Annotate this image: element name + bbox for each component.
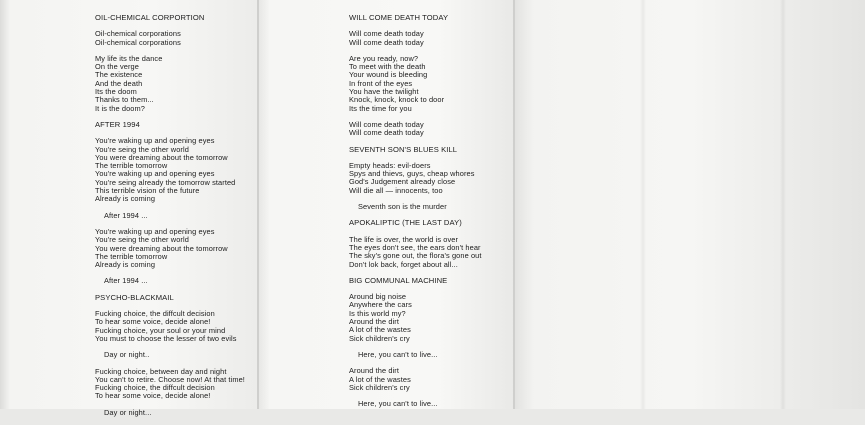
lyric-line: You're waking up and opening eyes bbox=[95, 169, 215, 179]
song-title: OIL-CHEMICAL CORPORTION bbox=[95, 13, 205, 22]
song-title: BIG COMMUNAL MACHINE bbox=[349, 275, 448, 285]
lyric-line: Already is coming bbox=[95, 194, 156, 204]
verse-block bbox=[95, 310, 257, 343]
verse-block bbox=[95, 30, 257, 47]
lyric-line: Fucking choice, your soul or your mind bbox=[95, 325, 226, 335]
lyric-line: Empty heads: evil-doers bbox=[349, 160, 431, 170]
lyric-line: Fucking choice, the diffcult decision bbox=[95, 309, 215, 319]
song-title: AFTER 1994 bbox=[95, 119, 140, 129]
lyric-line: Will come death today bbox=[349, 119, 424, 129]
crease-shadow-2 bbox=[780, 0, 786, 409]
lyric-line: The terrible tomorrow bbox=[95, 161, 168, 171]
lyric-line: Knock, knock, knock to door bbox=[349, 95, 445, 105]
refrain-block bbox=[95, 277, 257, 285]
lyric-line: And the death bbox=[95, 78, 143, 88]
lyric-line: Spys and thievs, guys, cheap whores bbox=[349, 169, 475, 179]
blank-page bbox=[514, 0, 865, 409]
lyric-line: Are you ready, now? bbox=[349, 53, 419, 63]
lyric-line: Your wound is bleeding bbox=[349, 70, 428, 80]
lyric-line: After 1994 ... bbox=[104, 210, 148, 220]
lyric-line: Don't lok back, forget about all... bbox=[349, 259, 458, 269]
lyric-line: Its the time for you bbox=[349, 103, 412, 113]
lyric-line: Its the doom bbox=[95, 87, 137, 97]
lyric-line: Oil-chemical corporations bbox=[95, 29, 181, 39]
lyric-line: You were dreaming about the tomorrow bbox=[95, 243, 228, 253]
lyric-line: The sky's gone out, the flora's gone out bbox=[349, 251, 482, 261]
verse-block bbox=[349, 367, 509, 392]
refrain-block bbox=[95, 212, 257, 220]
lyric-line: This terrible vision of the future bbox=[95, 186, 200, 196]
lyric-line: Around big noise bbox=[349, 292, 407, 302]
lyric-line: You're waking up and opening eyes bbox=[95, 226, 215, 236]
refrain-block bbox=[349, 351, 509, 359]
lyric-line: Day or night.. bbox=[104, 350, 150, 360]
lyric-line: A lot of the wastes bbox=[349, 325, 411, 335]
lyric-line: God's Judgement already close bbox=[349, 177, 456, 187]
lyric-line: The life is over, the world is over bbox=[349, 234, 459, 244]
verse-block bbox=[349, 55, 509, 113]
lyric-line: After 1994 ... bbox=[104, 276, 148, 286]
lyric-line: Thanks to them... bbox=[95, 95, 154, 105]
lyric-line: Fucking choice, the diffcult decision bbox=[95, 383, 215, 393]
verse-block bbox=[349, 236, 509, 269]
lyric-line: To hear some voice, decide alone! bbox=[95, 391, 211, 401]
lyric-line: You must to choose the lesser of two evils bbox=[95, 333, 237, 343]
lyric-line: Will come death today bbox=[349, 29, 424, 39]
verse-block bbox=[95, 137, 257, 203]
lyric-line: You're seing already the tomorrow started bbox=[95, 177, 236, 187]
refrain-block bbox=[95, 351, 257, 359]
lyric-line: To hear some voice, decide alone! bbox=[95, 317, 211, 327]
lyric-line: My life its the dance bbox=[95, 53, 163, 63]
verse-block bbox=[95, 228, 257, 269]
lyric-line: The eyes don't see, the ears don't hear bbox=[349, 242, 481, 252]
lyrics-column-middle bbox=[349, 14, 509, 416]
lyric-line: Will come death today bbox=[349, 37, 424, 47]
lyric-line: Sick children's cry bbox=[349, 382, 410, 392]
lyric-line: Here, you can't to live... bbox=[358, 349, 438, 359]
lyric-line: The terrible tomorrow bbox=[95, 251, 168, 261]
lyric-line: Day or night... bbox=[104, 407, 152, 417]
verse-block bbox=[349, 121, 509, 138]
lyric-line: A lot of the wastes bbox=[349, 374, 411, 384]
lyric-line: Here, you can't to live... bbox=[358, 399, 438, 409]
verse-block bbox=[349, 30, 509, 47]
lyric-line: Seventh son is the murder bbox=[358, 202, 447, 212]
lyric-line: Oil-chemical corporations bbox=[95, 37, 181, 47]
lyric-line: Is this world my? bbox=[349, 308, 406, 318]
lyric-line: You were dreaming about the tomorrow bbox=[95, 152, 228, 162]
lyric-line: The existence bbox=[95, 70, 143, 80]
lyric-line: Will die all — innocents, too bbox=[349, 185, 443, 195]
lyric-line: You're seing the other world bbox=[95, 144, 189, 154]
lyric-line: Around the dirt bbox=[349, 317, 399, 327]
refrain-block bbox=[349, 400, 509, 408]
lyric-line: To meet with the death bbox=[349, 62, 426, 72]
song-title: WILL COME DEATH TODAY bbox=[349, 13, 449, 22]
crease-shadow-1 bbox=[640, 0, 646, 409]
lyric-line: Will come death today bbox=[349, 128, 424, 138]
lyric-line: Anywhere the cars bbox=[349, 300, 412, 310]
lyrics-column-left bbox=[95, 14, 257, 425]
lyric-line: You're waking up and opening eyes bbox=[95, 136, 215, 146]
song-title: APOKALIPTIC (THE LAST DAY) bbox=[349, 218, 462, 228]
song-title: PSYCHO-BLACKMAIL bbox=[95, 292, 174, 302]
fold-line-2 bbox=[513, 0, 515, 409]
lyric-line: Fucking choice, between day and night bbox=[95, 366, 227, 376]
verse-block bbox=[95, 368, 257, 401]
lyric-line: In front of the eyes bbox=[349, 78, 413, 88]
verse-block bbox=[95, 55, 257, 113]
lyric-line: It is the doom? bbox=[95, 103, 145, 113]
lyric-line: Already is coming bbox=[95, 260, 156, 270]
lyric-line: You have the twilight bbox=[349, 87, 419, 97]
lyric-line: You're seing the other world bbox=[95, 235, 189, 245]
lyric-line: You can't to retire. Choose now! At that time! bbox=[95, 374, 245, 384]
verse-block bbox=[349, 293, 509, 343]
fold-line-1 bbox=[257, 0, 259, 409]
lyric-line: Around the dirt bbox=[349, 366, 399, 376]
verse-block bbox=[349, 162, 509, 195]
refrain-block bbox=[349, 203, 509, 211]
refrain-block bbox=[95, 409, 257, 417]
lyric-line: On the verge bbox=[95, 62, 139, 72]
lyric-line: Sick children's cry bbox=[349, 333, 410, 343]
song-title: SEVENTH SON'S BLUES KILL bbox=[349, 144, 458, 154]
